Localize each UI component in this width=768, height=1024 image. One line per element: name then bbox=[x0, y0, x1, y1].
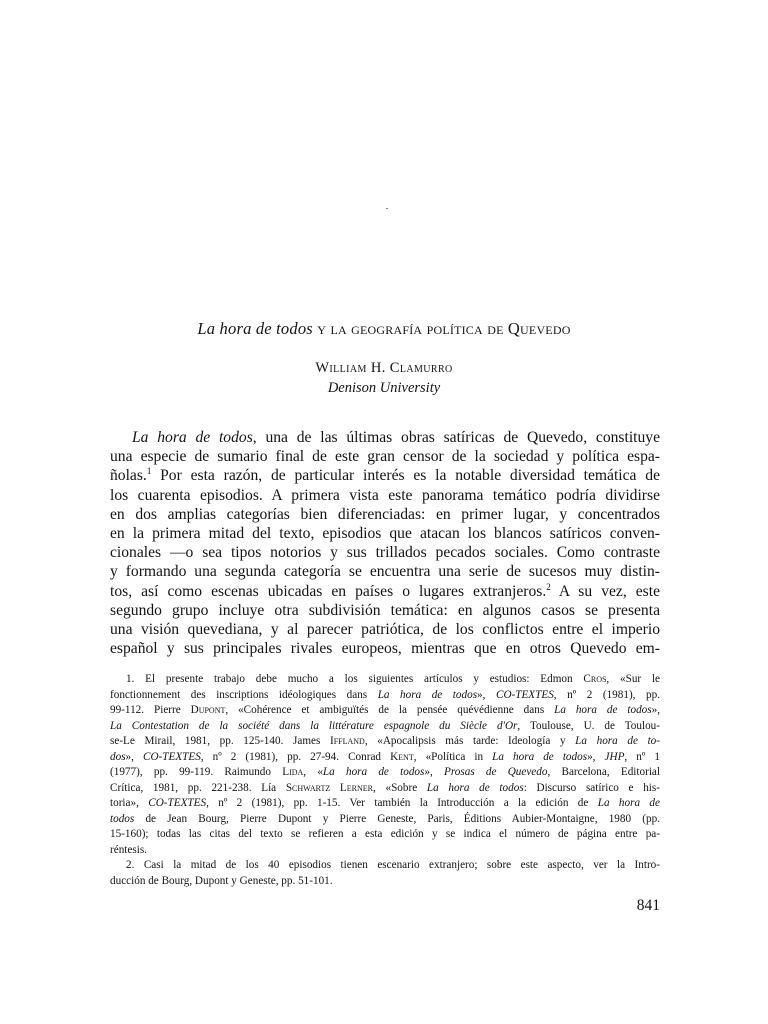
footnote-line: toria», CO-TEXTES, nº 2 (1981), pp. 1-15. Ver también la Introducción a la edición de La hora de bbox=[110, 797, 660, 809]
scan-speck bbox=[386, 208, 388, 209]
footnotes bbox=[110, 672, 660, 889]
body-line: en dos amplias categorías bien diferenciadas: en primer lugar, y concentrados bbox=[110, 505, 660, 523]
footnote-line: dos», CO-TEXTES, nº 2 (1981), pp. 27-94. Conrad Kent, «Política in La hora de todos», JHP, nº 1 bbox=[110, 750, 660, 763]
author-block bbox=[110, 358, 658, 398]
author-name: William H. Clamurro bbox=[315, 360, 453, 376]
body-line: en la primera mitad del texto, episodios que atacan los blancos satíricos conven- bbox=[110, 524, 660, 542]
body-line: español y sus principales rivales europeos, mientras que en otros Quevedo em- bbox=[110, 640, 660, 658]
body-line: ñolas.$^1$ Por esta razón, de particular interés es la notable diversidad temática de bbox=[110, 466, 660, 485]
footnote-line: Crítica, 1981, pp. 221-238. Lía Schwartz Lerner, «Sobre La hora de todos: Discurso satírico e his- bbox=[110, 781, 660, 794]
body-line: segundo grupo incluye otra subdivisión temática: en algunos casos se presenta bbox=[110, 601, 660, 619]
author-affiliation: Denison University bbox=[327, 380, 441, 396]
title-rest-part: y la geografía política de Quevedo bbox=[312, 319, 571, 338]
body-line: cionales —o sea tipos notorios y sus trillados pecados sociales. Como contraste bbox=[110, 544, 660, 562]
footnote-line: La Contestation de la société dans la littérature espagnole du Siècle d'Or, Toulouse, U. de Toulou- bbox=[110, 719, 660, 732]
footnote-line: ducción de Bourg, Dupont y Geneste, pp. 51-101. bbox=[110, 874, 333, 887]
body-paragraph bbox=[110, 428, 660, 658]
footnote-line: 2. Casi la mitad de los 40 episodios tienen escenario extranjero; sobre este aspecto, ver la Intro- bbox=[126, 859, 660, 871]
footnote-line: 99-112. Pierre Dupont, «Cohérence et ambiguïtés de la pensée quévédienne dans La hora de todos», bbox=[110, 704, 660, 716]
body-line: La hora de todos, una de las últimas obras satíricas de Quevedo, constituye bbox=[132, 429, 660, 446]
article-title bbox=[110, 318, 658, 340]
body-line: una visión quevediana, y al parecer patriótica, de los conflictos entre el imperio bbox=[110, 620, 660, 638]
footnote-line: se-Le Mirail, 1981, pp. 125-140. James Iffland, «Apocalipsis más tarde: Ideología y La hora de to- bbox=[110, 735, 660, 747]
title-italic-part: La hora de todos bbox=[197, 319, 313, 338]
footnote-line: (1977), pp. 99-119. Raimundo Lida, «La hora de todos», Prosas de Quevedo, Barcelona, Editorial bbox=[110, 766, 660, 778]
body-line: tos, así como escenas ubicadas en países o lugares extranjeros.$^2$ A su vez, este bbox=[110, 581, 660, 600]
footnote-line: fonctionnement des inscriptions idéologiques dans La hora de todos», CO-TEXTES, nº 2 (1981), pp. bbox=[110, 688, 660, 701]
page-number: 841 bbox=[636, 897, 660, 914]
footnote-line: todos de Jean Bourg, Pierre Dupont y Pierre Geneste, Paris, Éditions Aubier-Montaigne, 1980 (pp. bbox=[110, 812, 660, 825]
body-line: y formando una segunda categoría se encuentra una serie de sucesos muy distin- bbox=[110, 563, 660, 581]
body-line: una especie de sumario final de este gran censor de la sociedad y política espa- bbox=[110, 448, 660, 466]
body-line: los cuarenta episodios. A primera vista este panorama temático podría dividirse bbox=[110, 486, 660, 504]
footnote-line: 15-160); todas las citas del texto se refieren a esta edición y se indica el número de página entre pa- bbox=[110, 828, 660, 840]
footnote-line: réntesis. bbox=[110, 843, 147, 856]
footnote-line: 1. El presente trabajo debe mucho a los siguientes artículos y estudios: Edmon Cros, «Sur le bbox=[126, 673, 660, 685]
